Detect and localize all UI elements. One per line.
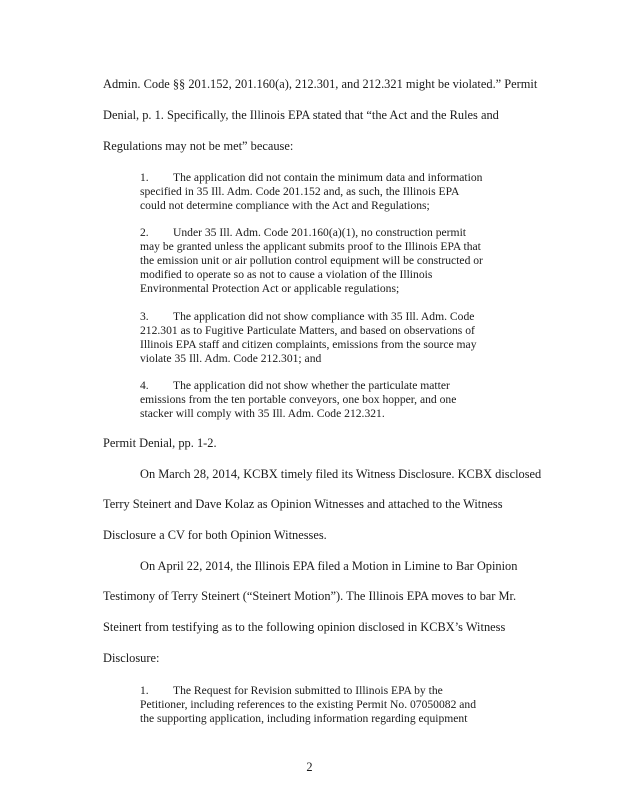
paragraph-line: Denial, p. 1. Specifically, the Illinois EPA stated that “the Act and the Rules and bbox=[103, 108, 499, 122]
list-line: specified in 35 Ill. Adm. Code 201.152 and, as such, the Illinois EPA bbox=[140, 185, 460, 198]
citation-line: Permit Denial, pp. 1-2. bbox=[103, 436, 217, 450]
paragraph-line: Steinert from testifying as to the following opinion disclosed in KCBX’s Witness bbox=[103, 620, 506, 634]
list-line: modified to operate so as not to cause a violation of the Illinois bbox=[140, 268, 433, 281]
list-line: Environmental Protection Act or applicable regulations; bbox=[140, 282, 400, 295]
list-number: 4. bbox=[140, 379, 149, 392]
paragraph-line: Terry Steinert and Dave Kolaz as Opinion Witnesses and attached to the Witness bbox=[103, 497, 503, 511]
paragraph-line: Disclosure: bbox=[103, 651, 160, 665]
paragraph-line: Disclosure a CV for both Opinion Witnesses. bbox=[103, 528, 327, 542]
list-line: Under 35 Ill. Adm. Code 201.160(a)(1), no construction permit bbox=[173, 226, 467, 239]
list-line: The Request for Revision submitted to Illinois EPA by the bbox=[173, 684, 443, 697]
list-number: 2. bbox=[140, 226, 149, 239]
list-line: Illinois EPA staff and citizen complaints, emissions from the source may bbox=[140, 338, 477, 351]
list-number: 3. bbox=[140, 310, 149, 323]
list-line: may be granted unless the applicant submits proof to the Illinois EPA that bbox=[140, 240, 481, 253]
paragraph-line: Admin. Code §§ 201.152, 201.160(a), 212.301, and 212.321 might be violated.” Permit bbox=[103, 77, 538, 91]
list-line: the emission unit or air pollution control equipment will be constructed or bbox=[140, 254, 483, 267]
list-line: The application did not show whether the particulate matter bbox=[173, 379, 450, 392]
list-line: stacker will comply with 35 Ill. Adm. Code 212.321. bbox=[140, 407, 385, 420]
list-line: could not determine compliance with the Act and Regulations; bbox=[140, 199, 430, 212]
list-number: 1. bbox=[140, 684, 149, 697]
paragraph-line: Regulations may not be met” because: bbox=[103, 139, 294, 153]
paragraph-line: On April 22, 2014, the Illinois EPA filed a Motion in Limine to Bar Opinion bbox=[140, 559, 518, 573]
list-line: 212.301 as to Fugitive Particulate Matters, and based on observations of bbox=[140, 324, 475, 337]
list-line: emissions from the ten portable conveyors, one box hopper, and one bbox=[140, 393, 457, 406]
list-line: violate 35 Ill. Adm. Code 212.301; and bbox=[140, 352, 322, 365]
paragraph-line: On March 28, 2014, KCBX timely filed its Witness Disclosure. KCBX disclosed bbox=[140, 467, 542, 481]
list-line: The application did not show compliance with 35 Ill. Adm. Code bbox=[173, 310, 475, 323]
list-line: Petitioner, including references to the existing Permit No. 07050082 and bbox=[140, 698, 477, 711]
paragraph-line: Testimony of Terry Steinert (“Steinert Motion”). The Illinois EPA moves to bar Mr. bbox=[103, 589, 517, 603]
list-line: the supporting application, including information regarding equipment bbox=[140, 712, 468, 725]
list-number: 1. bbox=[140, 171, 149, 184]
list-line: The application did not contain the minimum data and information bbox=[173, 171, 483, 184]
page-number: 2 bbox=[306, 760, 313, 774]
